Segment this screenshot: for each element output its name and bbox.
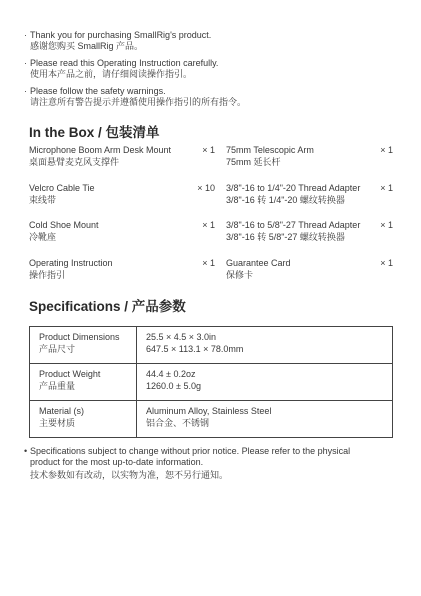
item-quantity: × 1 [202,257,215,268]
item-quantity: × 1 [380,257,393,268]
spec-label-cell [30,401,137,438]
note-chinese: 请注意所有警告提示并遵循使用操作指引的所有指令。 [30,97,247,107]
item-name-zh: 3/8"-16 转 5/8"-27 螺纹转换器 [226,232,345,242]
box-item [29,182,215,206]
item-name-zh: 束线带 [29,194,57,205]
table-row [30,401,393,438]
item-quantity: × 10 [197,182,215,193]
in-the-box-list [29,144,393,294]
in-the-box-heading: In the Box / 包装清单 [29,125,160,140]
item-quantity: × 1 [380,220,393,230]
item-name-zh: 保修卡 [226,269,254,280]
spec-label-en: Material (s) [39,406,85,416]
box-row [29,219,393,257]
item-name-en: Microphone Boom Arm Desk Mount [29,145,172,155]
spec-value-cell [137,364,393,401]
item-name-zh: 操作指引 [29,269,66,280]
box-row [29,182,393,220]
spec-label-cell [30,327,137,364]
item-name-en: Cold Shoe Mount [29,220,99,230]
intro-notes [24,30,404,114]
intro-note [24,58,404,80]
spec-value-imperial: 44.4 ± 0.2oz [146,369,196,379]
specifications-table [29,326,393,438]
box-item [29,257,215,281]
bullet-dot: • [24,446,28,456]
spec-label-zh: 产品重量 [39,381,76,391]
box-row [29,257,393,295]
item-name-zh: 桌面悬臂麦克风支撑件 [29,157,120,167]
item-name-en: 3/8"-16 to 1/4"-20 Thread Adapter [226,182,361,193]
box-item [29,219,215,243]
item-quantity: × 1 [380,145,393,155]
table-row [30,327,393,364]
box-item [226,144,393,168]
spec-value-cell [137,401,393,438]
table-row [30,364,393,401]
footnote-chinese: 技术参数如有改动，以实物为准，恕不另行通知。 [30,470,229,480]
item-name-zh: 3/8"-16 转 1/4"-20 螺纹转换器 [226,194,345,205]
item-name-en: Guarantee Card [226,257,291,268]
box-item [226,182,393,206]
item-quantity: × 1 [202,145,215,155]
item-name-en: 75mm Telescopic Arm [226,145,314,155]
note-chinese: 使用本产品之前，请仔细阅读操作指引。 [30,69,193,79]
item-name-zh: 冷靴座 [29,232,57,242]
spec-value-metric: 1260.0 ± 5.0g [146,381,201,391]
item-name-en: 3/8"-16 to 5/8"-27 Thread Adapter [226,220,361,230]
spec-value-cell [137,327,393,364]
box-item [226,219,393,243]
bullet-dot: · [24,86,27,96]
spec-value-imperial: 25.5 × 4.5 × 3.0in [146,332,217,342]
footnote-english-line: product for the most up-to-date information. [30,457,204,467]
note-chinese: 感谢您购买 SmallRig 产品。 [30,41,144,51]
spec-label-zh: 主要材质 [39,418,76,428]
note-english: Please read this Operating Instruction carefully. [30,58,219,68]
spec-value-metric: 647.5 × 113.1 × 78.0mm [146,344,244,354]
box-item [226,257,393,281]
spec-label-zh: 产品尺寸 [39,344,76,354]
note-english: Please follow the safety warnings. [30,86,166,96]
box-item [29,144,215,168]
intro-note [24,86,404,108]
spec-value-en: Aluminum Alloy, Stainless Steel [146,406,272,416]
specification-footnote [24,446,404,481]
footnote-english-line: Specifications subject to change without prior notice. Please refer to the physical [30,446,351,456]
item-name-en: Velcro Cable Tie [29,182,95,193]
note-english: Thank you for purchasing SmallRig's product. [30,30,212,40]
spec-label-en: Product Dimensions [39,332,120,342]
box-row [29,144,393,182]
bullet-dot: · [24,30,27,40]
item-quantity: × 1 [380,182,393,193]
intro-note [24,30,404,52]
item-name-zh: 75mm 延长杆 [226,157,281,167]
spec-value-zh: 铝合金、不锈钢 [146,418,210,428]
specifications-heading: Specifications / 产品参数 [29,299,186,314]
bullet-dot: · [24,58,27,68]
item-name-en: Operating Instruction [29,257,113,268]
item-quantity: × 1 [202,220,215,230]
spec-label-en: Product Weight [39,369,101,379]
spec-label-cell [30,364,137,401]
